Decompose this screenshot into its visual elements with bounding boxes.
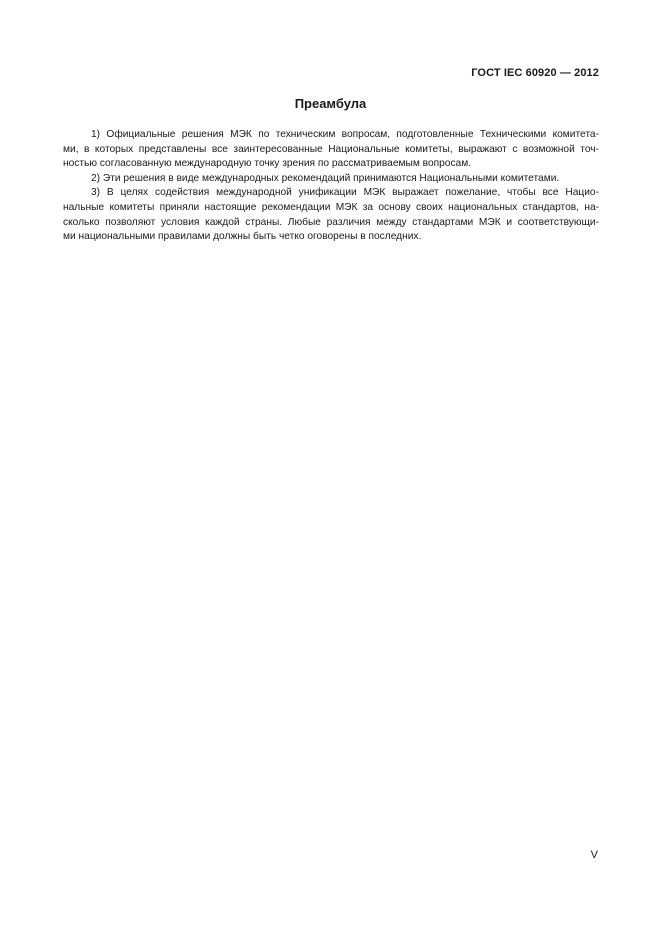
paragraph-3 (63, 186, 599, 244)
page-number: V (590, 849, 598, 861)
standard-code: ГОСТ IEC 60920 — 2012 (471, 67, 599, 79)
paragraph-line: сколько позволяют условия каждой страны. Любые различия между стандартами МЭК и соответствующи- (63, 216, 599, 228)
paragraph-line: ми национальными правилами должны быть четко оговорены в последних. (63, 231, 422, 243)
paragraph-line: нальные комитеты приняли настоящие рекомендации МЭК за основу своих национальных стандартов, на- (63, 201, 599, 213)
paragraph-1 (63, 128, 599, 172)
paragraph-line: 1) Официальные решения МЭК по техническим вопросам, подготовленные Техническими комитета- (91, 129, 599, 140)
preamble-body (63, 128, 599, 245)
paragraph-line: 2) Эти решения в виде международных рекомендаций принимаются Национальными комитетами. (91, 172, 560, 184)
paragraph-2 (63, 172, 599, 187)
paragraph-line: ностью согласованную международную точку зрения по рассматриваемым вопросам. (63, 158, 472, 170)
paragraph-line: ми, в которых представлены все заинтересованные Национальные комитеты, выражают с возможной точ- (63, 143, 599, 155)
paragraph-line: 3) В целях содействия международной унификации МЭК выражает пожелание, чтобы все Нацио- (91, 187, 599, 199)
section-title: Преамбула (294, 96, 367, 111)
